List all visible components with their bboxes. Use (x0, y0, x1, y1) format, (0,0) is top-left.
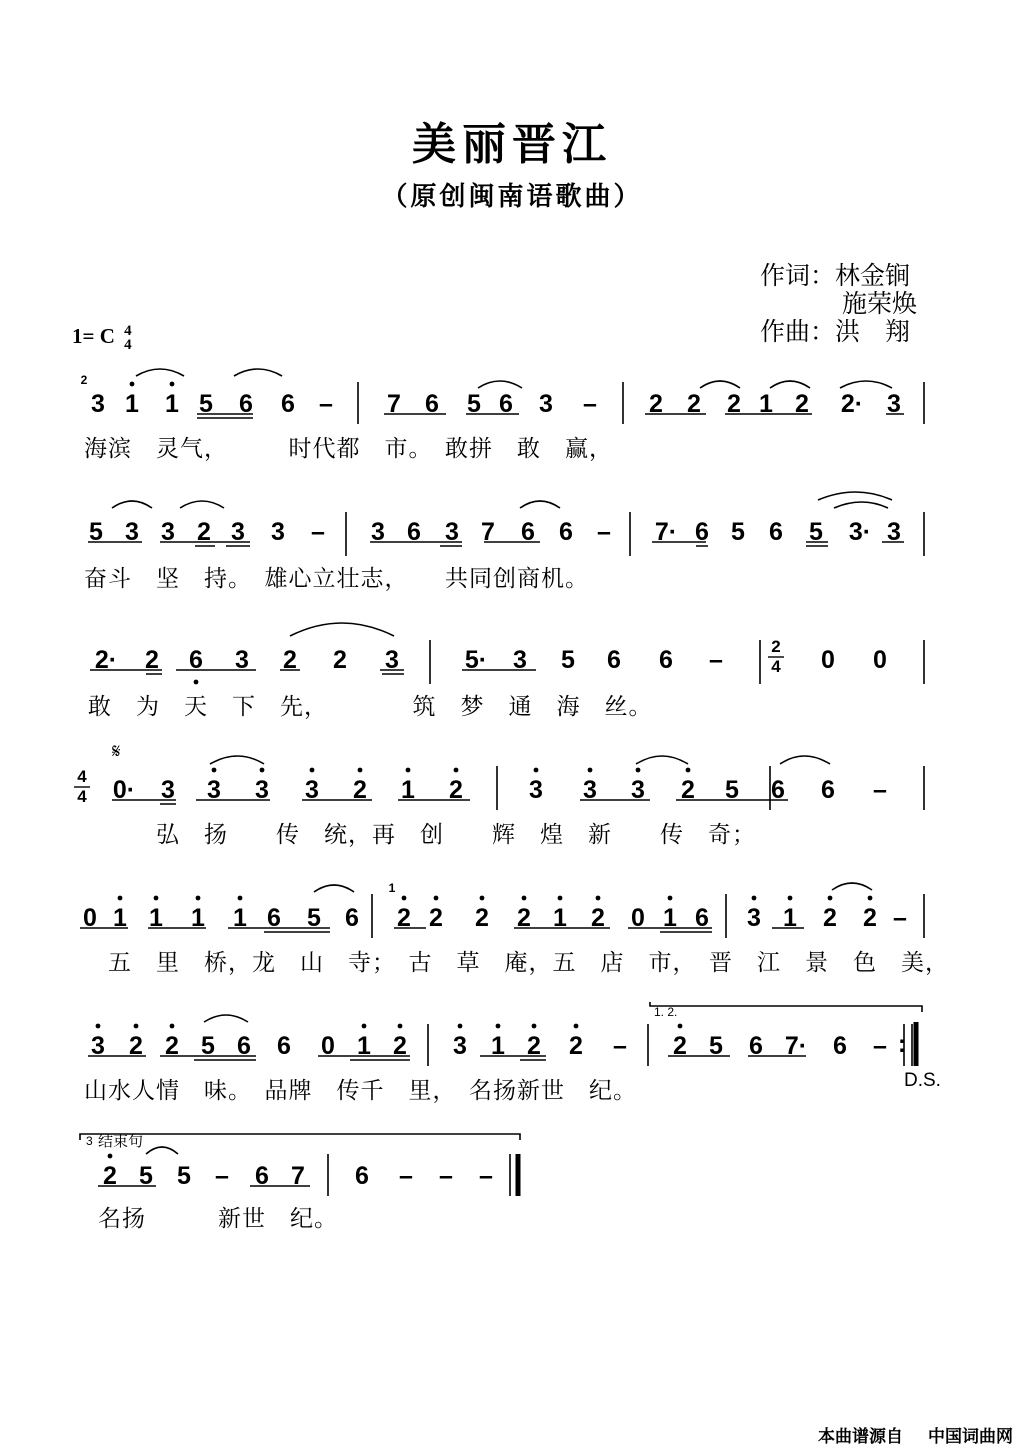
note: 6 (607, 646, 621, 674)
notes-system-5 (83, 904, 907, 932)
note: 7· (784, 1032, 808, 1060)
slurs-4 (210, 756, 830, 764)
note: 5 (201, 1032, 215, 1060)
note: 3 (161, 518, 175, 546)
grace-note: 2 (80, 373, 88, 387)
slurs-3 (290, 623, 394, 636)
lyricist-credit: 作词：林金锏 (760, 262, 911, 290)
score-subtitle: （原创闽南语歌曲） (381, 182, 643, 212)
dash: – (215, 1162, 229, 1190)
note: 0 (83, 904, 97, 932)
note: 1 (491, 1032, 505, 1060)
note: 1 (783, 904, 797, 932)
lyrics-line-5: 五 里 桥，龙 山 寺； 古 草 庵，五 店 市， 晋 江 景 色 美， (108, 950, 949, 976)
dash: – (873, 776, 887, 804)
note: 3 (231, 518, 245, 546)
slurs-1b (478, 381, 892, 388)
dash: – (893, 904, 907, 932)
lyricist-credit-2: 施荣焕 (842, 290, 918, 318)
note: 2 (475, 904, 489, 932)
note: 2 (449, 776, 463, 804)
note: 2 (165, 1032, 179, 1060)
system-4 (112, 756, 924, 810)
dash: – (479, 1162, 493, 1190)
note: 3 (91, 1032, 105, 1060)
note: 6 (277, 1032, 291, 1060)
note: 0· (112, 776, 136, 804)
note: 6 (355, 1162, 369, 1190)
note: 7· (654, 518, 678, 546)
note: 5 (561, 646, 575, 674)
slurs-1a (136, 369, 282, 376)
note: 5· (464, 646, 488, 674)
note: 5 (199, 390, 213, 418)
lyrics-line-3: 敢 为 天 下 先， 筑 梦 通 海 丝。 (88, 694, 653, 720)
note: 5 (89, 518, 103, 546)
grace-note: 1 (388, 881, 396, 895)
note: 3 (453, 1032, 467, 1060)
key-label: 1= C (72, 324, 115, 348)
note: 6 (521, 518, 535, 546)
note: 2· (94, 646, 118, 674)
system-2 (88, 492, 924, 556)
note: 2 (591, 904, 605, 932)
note: 3 (887, 518, 901, 546)
note: 6 (267, 904, 281, 932)
lyrics-line-6: 山水人情 味。 品牌 传千 里， 名扬新世 纪。 (84, 1078, 637, 1104)
composer-credit: 作曲：洪 翔 (760, 318, 911, 346)
note: 0 (321, 1032, 335, 1060)
volta-3-bracket (80, 1134, 520, 1140)
note: 7 (387, 390, 401, 418)
coda-label: 结束句 (98, 1132, 144, 1150)
dash: – (319, 390, 333, 418)
note: 6 (769, 518, 783, 546)
note: 1 (663, 904, 677, 932)
note: 1 (233, 904, 247, 932)
volta-3-number: 3 (86, 1134, 93, 1148)
note: 3 (529, 776, 543, 804)
note: 3 (513, 646, 527, 674)
system-5 (80, 883, 924, 938)
note: 3 (305, 776, 319, 804)
note: 2 (397, 904, 411, 932)
note: 3 (371, 518, 385, 546)
note: 3 (887, 390, 901, 418)
notes-system-7 (103, 1162, 493, 1190)
note: 3 (91, 390, 105, 418)
note: 6 (255, 1162, 269, 1190)
dash: – (613, 1032, 627, 1060)
score-title: 美丽晋江 (412, 119, 612, 170)
note: 6 (749, 1032, 763, 1060)
note: 0 (873, 646, 887, 674)
barlines-5 (372, 894, 924, 938)
note: 2 (527, 1032, 541, 1060)
note: 2 (353, 776, 367, 804)
note: 6 (659, 646, 673, 674)
note: 5 (725, 776, 739, 804)
note: 6 (821, 776, 835, 804)
note: 1 (553, 904, 567, 932)
note: 2 (673, 1032, 687, 1060)
note: 2 (727, 390, 741, 418)
note: 6 (695, 904, 709, 932)
note: 6 (189, 646, 203, 674)
note: 6 (425, 390, 439, 418)
note: 3 (271, 518, 285, 546)
note: 5 (307, 904, 321, 932)
note: 2 (681, 776, 695, 804)
note: 1 (125, 390, 139, 418)
time-sig-top: 4 (124, 323, 132, 340)
note: 2 (103, 1162, 117, 1190)
dash: – (399, 1162, 413, 1190)
note: 2 (687, 390, 701, 418)
slurs-7 (146, 1147, 178, 1154)
note: 6 (833, 1032, 847, 1060)
dash: – (597, 518, 611, 546)
slurs-6 (204, 1015, 248, 1022)
ts-24-bottom: 4 (771, 657, 781, 676)
note: 2 (145, 646, 159, 674)
note: 6 (237, 1032, 251, 1060)
note: 2 (823, 904, 837, 932)
barlines-2 (346, 512, 924, 556)
note: 5 (731, 518, 745, 546)
volta-1-2-label: 1. 2. (654, 1005, 678, 1019)
time-sig-4-4 (74, 767, 90, 806)
note: 1 (113, 904, 127, 932)
note: 5 (139, 1162, 153, 1190)
note: 6 (499, 390, 513, 418)
barlines-1 (358, 382, 924, 424)
ts-44-top: 4 (77, 767, 87, 786)
slurs-2 (112, 492, 892, 508)
note: 3 (161, 776, 175, 804)
note: 6 (407, 518, 421, 546)
note: 1 (165, 390, 179, 418)
note: 3 (445, 518, 459, 546)
dash: – (709, 646, 723, 674)
note: 1 (149, 904, 163, 932)
note: 3 (385, 646, 399, 674)
note: 2 (649, 390, 663, 418)
slurs-5 (314, 883, 872, 892)
footer-site: 中国词曲网 (928, 1427, 1013, 1446)
note: 1 (357, 1032, 371, 1060)
note: 3 (583, 776, 597, 804)
time-sig-2-4 (768, 637, 784, 676)
barlines-4 (497, 766, 924, 810)
dash: – (873, 1032, 887, 1060)
note: 2· (840, 390, 864, 418)
note: 7 (291, 1162, 305, 1190)
note: 6 (695, 518, 709, 546)
dash: – (311, 518, 325, 546)
lyrics-line-7: 名扬 新世 纪。 (98, 1206, 338, 1232)
note: 3 (747, 904, 761, 932)
note: 2 (197, 518, 211, 546)
ds-mark: D.S. (904, 1070, 941, 1091)
note: 2 (129, 1032, 143, 1060)
note: 3 (631, 776, 645, 804)
notes-system-6 (91, 1030, 906, 1060)
note: 6 (771, 776, 785, 804)
ts-44-bottom: 4 (77, 787, 87, 806)
footer-source: 本曲谱源自 (818, 1427, 903, 1446)
note: 3 (539, 390, 553, 418)
note: 6 (345, 904, 359, 932)
note: 3 (125, 518, 139, 546)
note: 0 (821, 646, 835, 674)
note: 6 (281, 390, 295, 418)
note: 2 (333, 646, 347, 674)
segno-sign: 𝄋 (112, 739, 121, 763)
system-3 (90, 623, 924, 684)
note: 2 (429, 904, 443, 932)
note: 1 (191, 904, 205, 932)
beams-6 (88, 1056, 806, 1060)
note: 2 (569, 1032, 583, 1060)
lyrics-line-2: 奋斗 坚 持。 雄心立壮志， 共同创商机。 (84, 566, 589, 592)
dash: – (583, 390, 597, 418)
note: 2 (283, 646, 297, 674)
lyrics-line-4: 弘 扬 传 统，再 创 辉 煌 新 传 奇； (156, 822, 756, 848)
note: 3 (207, 776, 221, 804)
note: 6 (239, 390, 253, 418)
note: 5 (709, 1032, 723, 1060)
note: 0 (631, 904, 645, 932)
repeat-dots: : (897, 1030, 907, 1058)
note: 5 (809, 518, 823, 546)
time-sig-bottom: 4 (124, 337, 132, 354)
note: 2 (393, 1032, 407, 1060)
note: 2 (863, 904, 877, 932)
note: 3 (255, 776, 269, 804)
note: 5 (177, 1162, 191, 1190)
note: 2 (517, 904, 531, 932)
barlines-3 (430, 640, 924, 684)
volta-1-2-bracket (650, 1002, 922, 1012)
note: 3· (848, 518, 872, 546)
note: 5 (467, 390, 481, 418)
note: 1 (401, 776, 415, 804)
note: 7 (481, 518, 495, 546)
note: 3 (235, 646, 249, 674)
note: 2 (795, 390, 809, 418)
note: 1 (759, 390, 773, 418)
note: 6 (559, 518, 573, 546)
dash: – (439, 1162, 453, 1190)
ts-24-top: 2 (771, 637, 781, 656)
lyrics-line-1: 海滨 灵气， 时代都 市。 敢拼 敢 赢， (84, 436, 613, 462)
